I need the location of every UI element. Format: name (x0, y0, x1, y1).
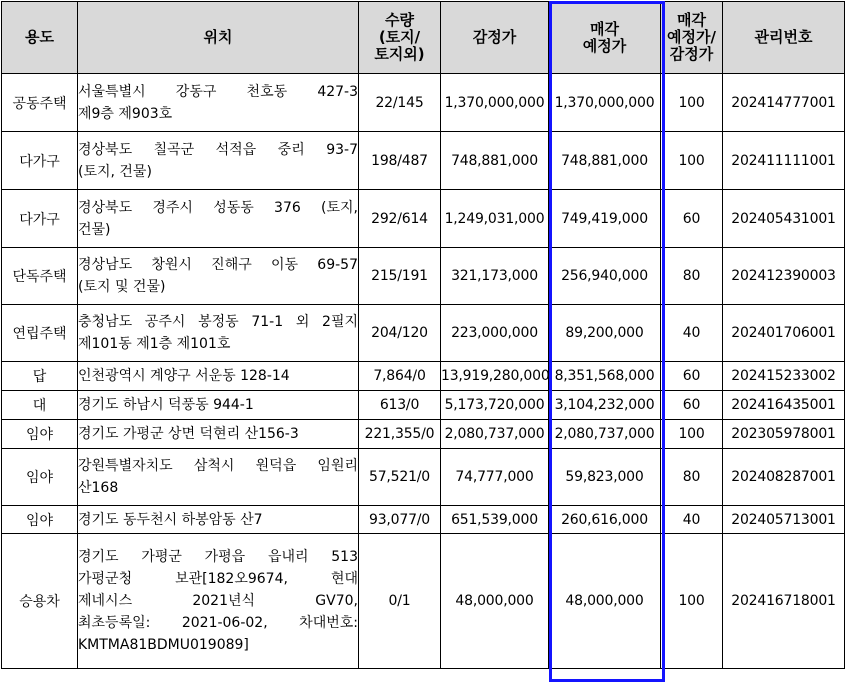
header-sale-price-line: 매각 (590, 19, 619, 38)
cell-quantity: 57,521/0 (359, 449, 441, 506)
location-line: 경상북도 경주시 성동동 376 (토지, (78, 199, 358, 216)
header-use: 용도 (2, 2, 78, 74)
cell-use: 답 (2, 362, 78, 391)
table-row (2, 506, 845, 534)
cell-sale-price: 48,000,000 (549, 534, 661, 669)
location-line: 경상남도 창원시 진해구 이동 69-57 (78, 257, 358, 273)
cell-sale-price: 260,616,000 (549, 506, 661, 534)
cell-use: 대 (2, 391, 78, 420)
cell-sale-price: 3,104,232,000 (549, 391, 661, 420)
cell-mgmt-no: 202412390003 (723, 248, 845, 305)
cell-appraisal: 223,000,000 (441, 305, 549, 362)
header-ratio-line: 매각 (677, 11, 706, 29)
cell-use: 임야 (2, 506, 78, 534)
cell-use: 연립주택 (2, 305, 78, 362)
cell-quantity: 198/487 (359, 132, 441, 190)
cell-appraisal: 321,173,000 (441, 248, 549, 305)
cell-appraisal: 1,370,000,000 (441, 74, 549, 132)
location-line: 경기도 가평군 상면 덕현리 산156-3 (78, 426, 299, 442)
cell-location (78, 362, 359, 391)
cell-ratio: 40 (661, 506, 723, 534)
cell-mgmt-no: 202405713001 (723, 506, 845, 534)
cell-quantity: 204/120 (359, 305, 441, 362)
header-row (2, 2, 845, 74)
cell-location (78, 391, 359, 420)
cell-appraisal: 748,881,000 (441, 132, 549, 190)
cell-use: 다가구 (2, 190, 78, 248)
cell-quantity: 0/1 (359, 534, 441, 669)
cell-appraisal: 651,539,000 (441, 506, 549, 534)
table-row (2, 190, 845, 248)
cell-mgmt-no: 202415233002 (723, 362, 845, 391)
header-quantity (359, 2, 441, 74)
cell-ratio: 80 (661, 449, 723, 506)
cell-ratio: 100 (661, 132, 723, 190)
cell-mgmt-no: 202401706001 (723, 305, 845, 362)
cell-location (78, 132, 359, 190)
location-line: 충청남도 공주시 봉정동 71-1 외 2필지 (78, 314, 358, 330)
cell-location (78, 534, 359, 669)
cell-mgmt-no: 202305978001 (723, 420, 845, 449)
property-sale-table (1, 1, 845, 669)
cell-sale-price: 2,080,737,000 (549, 420, 661, 449)
location-line: 경상북도 칠곡군 석적읍 중리 93-7 (78, 141, 358, 158)
table-row (2, 305, 845, 362)
cell-quantity: 22/145 (359, 74, 441, 132)
header-location: 위치 (78, 2, 359, 74)
location-line: 경기도 가평군 가평읍 읍내리 513 (78, 549, 358, 565)
location-line: 경기도 동두천시 하봉암동 산7 (78, 511, 263, 528)
cell-quantity: 7,864/0 (359, 362, 441, 391)
location-line: 서울특별시 강동구 천호동 427-3 (78, 83, 358, 100)
cell-mgmt-no: 202414777001 (723, 74, 845, 132)
cell-location (78, 506, 359, 534)
cell-use: 임야 (2, 449, 78, 506)
cell-mgmt-no: 202416435001 (723, 391, 845, 420)
cell-use: 임야 (2, 420, 78, 449)
header-quantity-line: (토지/ (378, 28, 421, 46)
cell-use: 공동주택 (2, 74, 78, 132)
location-line: 인천광역시 계양구 서운동 128-14 (78, 368, 290, 384)
table-row (2, 391, 845, 420)
cell-appraisal: 2,080,737,000 (441, 420, 549, 449)
cell-ratio: 100 (661, 74, 723, 132)
cell-appraisal: 5,173,720,000 (441, 391, 549, 420)
cell-use: 다가구 (2, 132, 78, 190)
cell-mgmt-no: 202408287001 (723, 449, 845, 506)
cell-sale-price: 89,200,000 (549, 305, 661, 362)
cell-location (78, 420, 359, 449)
header-appraisal: 감정가 (441, 2, 549, 74)
cell-quantity: 613/0 (359, 391, 441, 420)
location-line: (토지, 건물) (78, 163, 152, 180)
location-line: 강원특별자치도 삼척시 원덕읍 임원리 (78, 458, 358, 474)
location-line: KMTMA81BDMU019089] (78, 637, 249, 653)
location-line: 제101동 제1층 제101호 (78, 336, 231, 352)
location-line: 산168 (78, 480, 119, 496)
cell-appraisal: 13,919,280,000 (441, 362, 549, 391)
header-ratio-line: 예정가/ (667, 28, 716, 46)
location-line: 가평군청 보관[182오9674, 현대 (78, 571, 358, 587)
table-row (2, 420, 845, 449)
cell-quantity: 93,077/0 (359, 506, 441, 534)
cell-ratio: 80 (661, 248, 723, 305)
cell-ratio: 60 (661, 362, 723, 391)
location-line: 제네시스 2021년식 GV70, (78, 593, 358, 609)
cell-location (78, 74, 359, 132)
cell-sale-price: 748,881,000 (549, 132, 661, 190)
cell-sale-price: 1,370,000,000 (549, 74, 661, 132)
location-line: (토지 및 건물) (78, 279, 166, 295)
cell-ratio: 60 (661, 391, 723, 420)
table-row (2, 449, 845, 506)
cell-ratio: 100 (661, 534, 723, 669)
header-sale-price-line: 예정가 (582, 36, 627, 55)
cell-location (78, 190, 359, 248)
cell-mgmt-no: 202416718001 (723, 534, 845, 669)
cell-appraisal: 48,000,000 (441, 534, 549, 669)
header-ratio (661, 2, 723, 74)
table-row (2, 74, 845, 132)
cell-use: 승용차 (2, 534, 78, 669)
header-mgmt-no: 관리번호 (723, 2, 845, 74)
header-quantity-line: 수량 (385, 11, 414, 29)
cell-location (78, 248, 359, 305)
cell-sale-price: 8,351,568,000 (549, 362, 661, 391)
header-sale-price (549, 2, 661, 74)
location-line: 건물) (78, 221, 111, 238)
cell-mgmt-no: 202411111001 (723, 132, 845, 190)
cell-ratio: 60 (661, 190, 723, 248)
cell-location (78, 449, 359, 506)
location-line: 경기도 하남시 덕풍동 944-1 (78, 397, 254, 413)
table-row (2, 362, 845, 391)
cell-quantity: 221,355/0 (359, 420, 441, 449)
cell-mgmt-no: 202405431001 (723, 190, 845, 248)
table-body (2, 74, 845, 669)
cell-location (78, 305, 359, 362)
cell-appraisal: 1,249,031,000 (441, 190, 549, 248)
cell-sale-price: 59,823,000 (549, 449, 661, 506)
cell-appraisal: 74,777,000 (441, 449, 549, 506)
location-line: 제9층 제903호 (78, 105, 173, 122)
cell-sale-price: 749,419,000 (549, 190, 661, 248)
cell-quantity: 215/191 (359, 248, 441, 305)
cell-quantity: 292/614 (359, 190, 441, 248)
cell-use: 단독주택 (2, 248, 78, 305)
location-line: 최초등록일: 2021-06-02, 차대번호: (78, 615, 358, 631)
table-row (2, 534, 845, 669)
table-row (2, 248, 845, 305)
cell-ratio: 100 (661, 420, 723, 449)
header-quantity-line: 토지외) (374, 45, 425, 63)
cell-sale-price: 256,940,000 (549, 248, 661, 305)
header-ratio-line: 감정가 (669, 45, 714, 63)
cell-ratio: 40 (661, 305, 723, 362)
table-row (2, 132, 845, 190)
